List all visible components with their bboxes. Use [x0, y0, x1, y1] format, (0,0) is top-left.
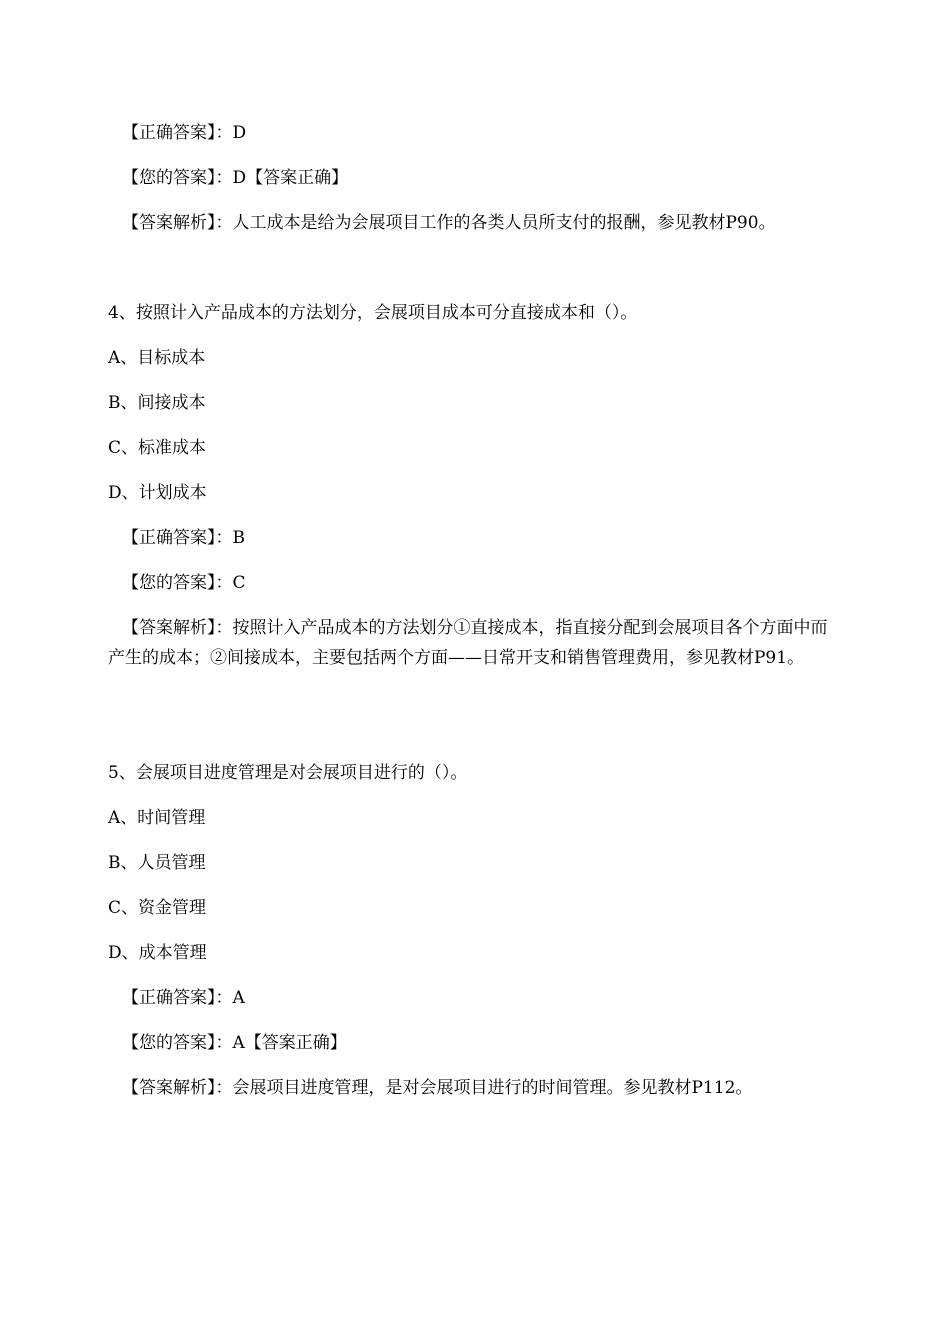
your-answer-value: A [232, 1033, 245, 1053]
q4-analysis [108, 613, 828, 673]
q4-correct-answer [122, 523, 245, 553]
answer-status: 【答案正确】 [244, 1033, 347, 1053]
q4-your-answer [122, 568, 246, 598]
analysis-text: 按照计入产品成本的方法划分①直接成本，指直接分配到会展项目各个方面中而产生的成本；②间接成本，主要包括两个方面——日常开支和销售管理费用，参见教材P91。 [108, 618, 828, 668]
q5-your-answer [122, 1028, 347, 1058]
answer-status: 【答案正确】 [246, 168, 349, 188]
your-answer-label: 【您的答案】： [122, 1033, 233, 1053]
your-answer-value: C [232, 573, 246, 593]
analysis-text: 人工成本是给为会展项目工作的各类人员所支付的报酬，参见教材P90。 [232, 213, 776, 233]
correct-answer-value: D [232, 123, 247, 143]
q3-your-answer [122, 163, 348, 193]
q5-option-c: C、资金管理 [108, 898, 207, 918]
correct-answer-label: 【正确答案】： [122, 528, 233, 548]
q4-stem: 4、按照计入产品成本的方法划分，会展项目成本可分直接成本和（）。 [108, 303, 638, 323]
q4-option-c: C、标准成本 [108, 438, 207, 458]
q5-option-b: B、人员管理 [108, 853, 206, 873]
analysis-label: 【答案解析】： [122, 618, 233, 638]
analysis-label: 【答案解析】： [122, 1078, 233, 1098]
q5-option-d: D、成本管理 [108, 943, 207, 963]
your-answer-label: 【您的答案】： [122, 168, 233, 188]
correct-answer-value: A [232, 988, 245, 1008]
q3-analysis [122, 208, 776, 238]
correct-answer-value: B [232, 528, 245, 548]
q5-stem: 5、会展项目进度管理是对会展项目进行的（）。 [108, 763, 468, 783]
q5-analysis [122, 1073, 752, 1103]
analysis-text: 会展项目进度管理，是对会展项目进行的时间管理。参见教材P112。 [232, 1078, 753, 1098]
analysis-label: 【答案解析】： [122, 213, 233, 233]
your-answer-value: D [232, 168, 247, 188]
q5-correct-answer [122, 983, 245, 1013]
q5-option-a: A、时间管理 [108, 808, 206, 828]
correct-answer-label: 【正确答案】： [122, 123, 233, 143]
q4-option-d: D、计划成本 [108, 483, 207, 503]
q4-option-b: B、间接成本 [108, 393, 206, 413]
q4-option-a: A、目标成本 [108, 348, 206, 368]
q3-correct-answer [122, 118, 246, 148]
correct-answer-label: 【正确答案】： [122, 988, 233, 1008]
your-answer-label: 【您的答案】： [122, 573, 233, 593]
